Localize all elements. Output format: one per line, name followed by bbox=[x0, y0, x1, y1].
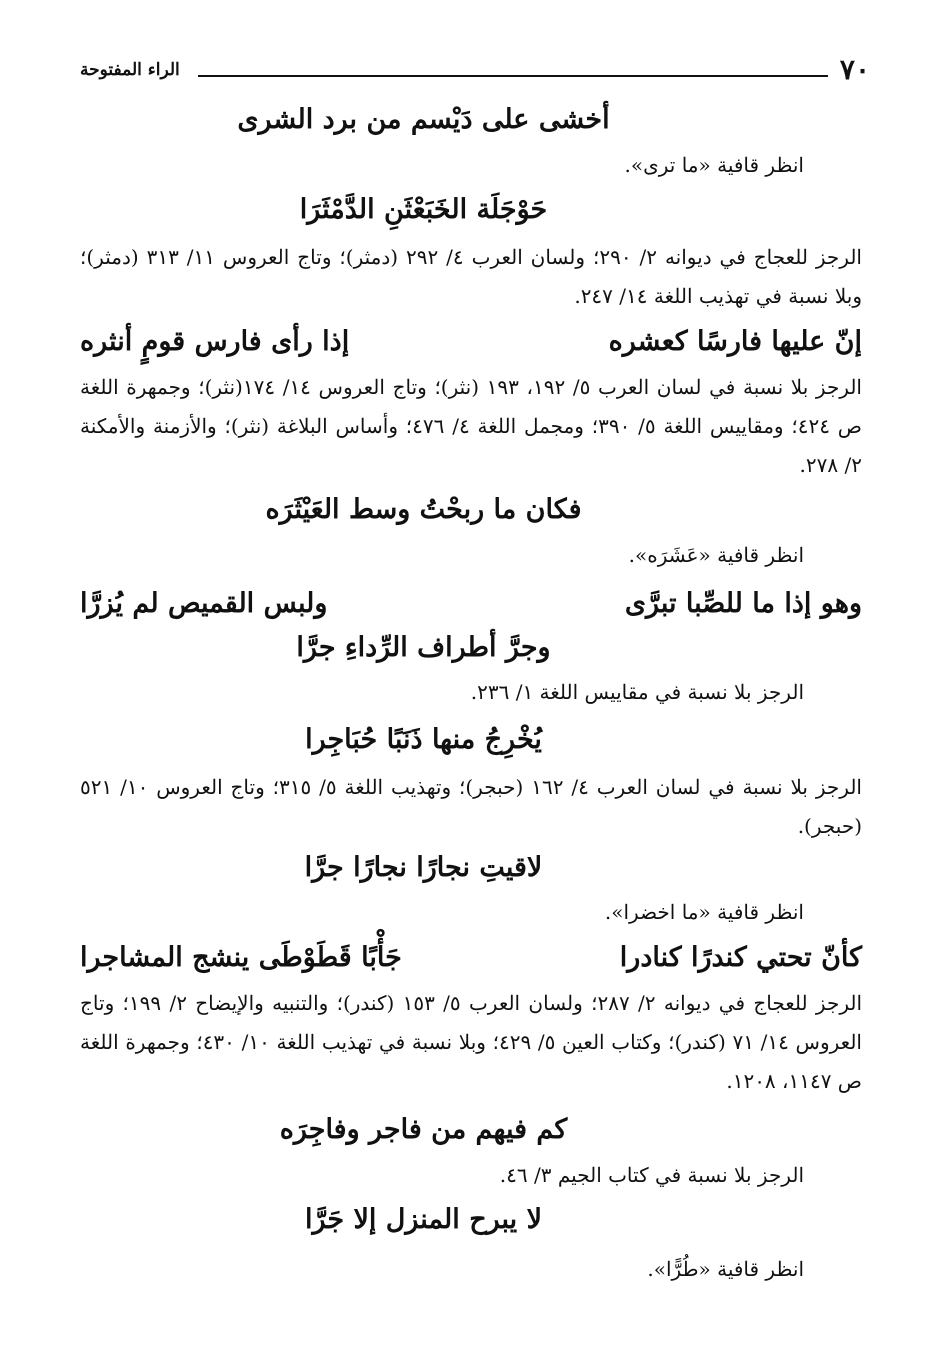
verse-first-hemistich: إنّ عليها فارسًا كعشره bbox=[608, 326, 862, 357]
verse-line: وجرَّ أطراف الرِّداءِ جرَّا bbox=[296, 632, 551, 663]
running-title: الراء المفتوحة bbox=[80, 60, 180, 80]
verse-couplet bbox=[80, 320, 862, 364]
reference-note: انظر قافية «عَشَرَه». bbox=[628, 543, 804, 567]
reference-note: الرجز بلا نسبة في لسان العرب ٥/ ١٩٢، ١٩٣ (نثر)؛ وتاج العروس ١٤/ ١٧٤(نثر)؛ وجمهرة اللغة ص ٤٢٤؛ ومقاييس اللغة ٥/ ٣٩٠؛ ومجمل اللغة ٤/ ٤٧٦؛ وأساس البلاغة (نثر)؛ والأزمنة والأمكنة ٢/ ٢٧٨. bbox=[80, 375, 862, 477]
verse-line: فكان ما ربحْتُ وسط العَيْثَرَه bbox=[265, 494, 582, 525]
verse-line: لاقيتِ نجارًا نجارًا جرَّا bbox=[304, 852, 543, 883]
verse-couplet bbox=[80, 582, 862, 626]
verse-first-hemistich: وهو إذا ما للصِّبا تبرَّى bbox=[624, 588, 862, 619]
reference-note: الرجز للعجاج في ديوانه ٢/ ٢٩٠؛ ولسان العرب ٤/ ٢٩٢ (دمثر)؛ وتاج العروس ١١/ ٣١٣ (دمثر)؛ وبلا نسبة في تهذيب اللغة ١٤/ ٢٤٧. bbox=[80, 245, 862, 308]
verse-line: كم فيهم من فاجر وفاجِرَه bbox=[279, 1114, 568, 1145]
verse-second-hemistich: إذا رأى فارس قومٍ أنثره bbox=[80, 326, 350, 357]
verse-line: حَوْجَلَة الخَبَعْثَنِ الدَّمْثَرَا bbox=[299, 194, 548, 225]
verse-line: يُخْرِجُ منها ذَنَبًا حُبَاجِرا bbox=[305, 724, 542, 755]
page-number: ٧٠ bbox=[839, 53, 870, 86]
header-rule bbox=[198, 75, 828, 77]
verse-couplet bbox=[80, 936, 862, 980]
page-header bbox=[80, 55, 870, 89]
reference-note: الرجز بلا نسبة في كتاب الجيم ٣/ ٤٦. bbox=[499, 1163, 804, 1187]
reference-note: انظر قافية «ما اخضرا». bbox=[604, 900, 804, 924]
verse-line: أخشى على دَيْسم من برد الشرى bbox=[237, 104, 610, 135]
reference-note: الرجز للعجاج في ديوانه ٢/ ٢٨٧؛ ولسان العرب ٥/ ١٥٣ (كندر)؛ والتنبيه والإيضاح ٢/ ١٩٩؛ وتاج العروس ١٤/ ٧١ (كندر)؛ وكتاب العين ٥/ ٤٢٩؛ وبلا نسبة في تهذيب اللغة ١٠/ ٤٣٠؛ وجمهرة اللغة ص ١١٤٧، ١٢٠٨. bbox=[80, 991, 863, 1093]
verse-line: لا يبرح المنزل إلا جَرَّا bbox=[305, 1204, 542, 1235]
verse-second-hemistich: جَأْبًا قَطَوْطَى ينشج المشاجرا bbox=[80, 942, 402, 973]
reference-note: انظر قافية «طُرًّا». bbox=[647, 1257, 804, 1281]
reference-note: الرجز بلا نسبة في مقاييس اللغة ١/ ٢٣٦. bbox=[470, 680, 804, 704]
reference-note: انظر قافية «ما ترى». bbox=[624, 153, 804, 177]
verse-first-hemistich: كأنّ تحتي كندرًا كنادرا bbox=[619, 942, 862, 973]
verse-second-hemistich: ولبس القميص لم يُزرَّا bbox=[80, 588, 328, 619]
reference-note: الرجز بلا نسبة في لسان العرب ٤/ ١٦٢ (حبجر)؛ وتهذيب اللغة ٥/ ٣١٥؛ وتاج العروس ١٠/ ٥٢١ (حبجر). bbox=[80, 775, 862, 838]
